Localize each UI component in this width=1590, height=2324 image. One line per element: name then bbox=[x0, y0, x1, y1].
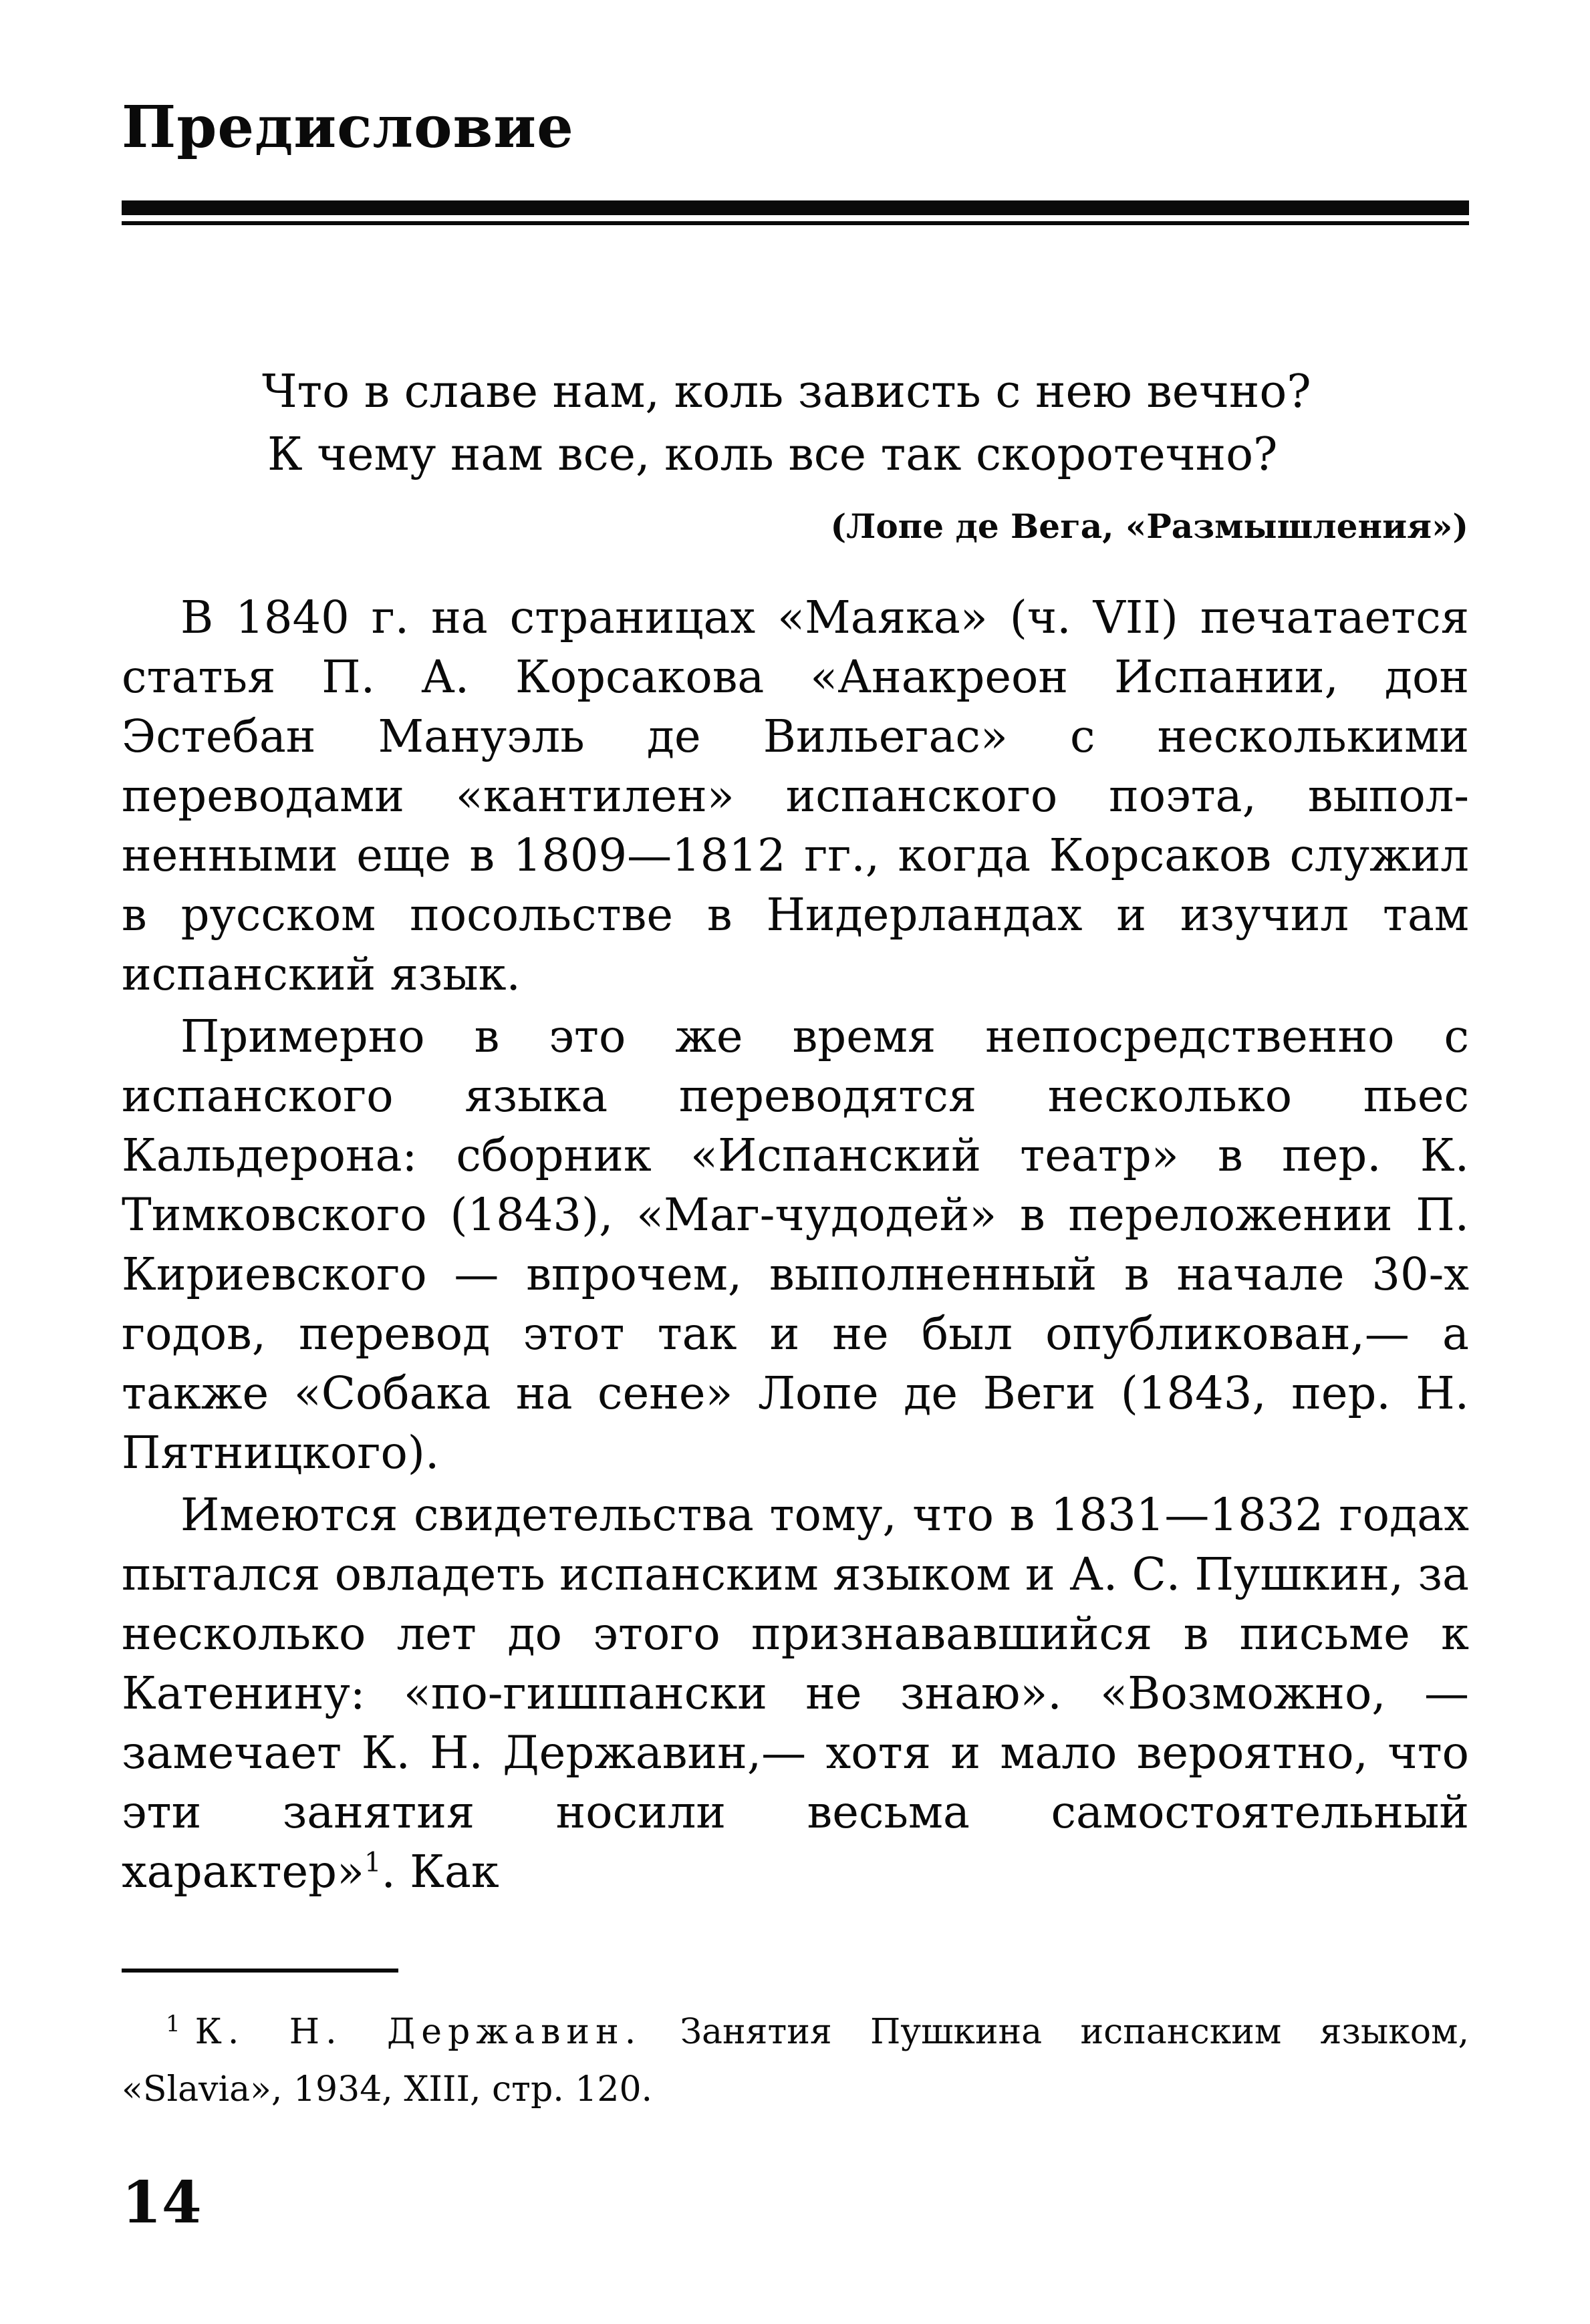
footnote-separator bbox=[122, 1969, 398, 1973]
epigraph-line-1: Что в славе нам, коль зависть с нею вечно? bbox=[262, 366, 1311, 418]
header-rule-thin bbox=[122, 221, 1469, 225]
paragraph-2: Примерно в это же время непосредственно с испанского языка переводятся несколько пьес Кальдерона: сборник «Испанский театр» в пер. К. Тимковского (1843), «Маг-чудодей» в переложении П. Кириевского — впрочем, выполненный в начале 30-х годов, перевод этот так и не был опубликован,— а также «Собака на сене» Лопе де Веги (1843, пер. Н. Пятницкого). bbox=[122, 1010, 1469, 1479]
paragraph-3 bbox=[122, 1485, 1469, 1902]
epigraph-source: (Лопе де Вега, «Размышления») bbox=[830, 506, 1468, 546]
paragraph-3-text: Имеются свидетельства тому, что в 1831—1832 годах пытался овладеть испанским языком и А. С. Пушкин, за несколько лет до этого признававшийся в письме к Катенину: «по-гишпански не знаю». «Возможно, — замечает К. Н. Державин,— хотя и мало вероятно, что эти занятия носили весьма самостоятельный характер» bbox=[122, 1489, 1469, 1898]
page-number: 14 bbox=[122, 2169, 202, 2236]
paragraph-1: В 1840 г. на страницах «Маяка» (ч. VII) печатается статья П. А. Корсакова «Анакреон Испании, дон Эстебан Мануэль де Вильегас» с несколькими переводами «кантилен» испанского поэта, выполненными еще в 1809—1812 гг., когда Корсаков служил в русском посольстве в Нидерландах и изучил там испанский язык. bbox=[122, 591, 1469, 1000]
footnote-text: Занятия Пушкина испанским языком, «Slavia», 1934, XIII, стр. 120. bbox=[122, 2012, 1469, 2110]
paragraph-3-end: . Как bbox=[381, 1846, 499, 1898]
epigraph-line-2: К чему нам все, коль все так скоротечно? bbox=[267, 428, 1278, 481]
page-header-title: Предисловие bbox=[122, 94, 574, 161]
footnote bbox=[122, 2003, 1469, 2118]
footnote-mark: 1 bbox=[166, 2010, 180, 2037]
epigraph bbox=[262, 361, 1438, 486]
header-rule-thick bbox=[122, 200, 1469, 215]
header-double-rule bbox=[122, 200, 1469, 225]
footnote-author: К. Н. Державин. bbox=[194, 2012, 642, 2052]
main-text bbox=[122, 588, 1469, 1902]
footnote-reference[interactable]: 1 bbox=[364, 1847, 382, 1878]
